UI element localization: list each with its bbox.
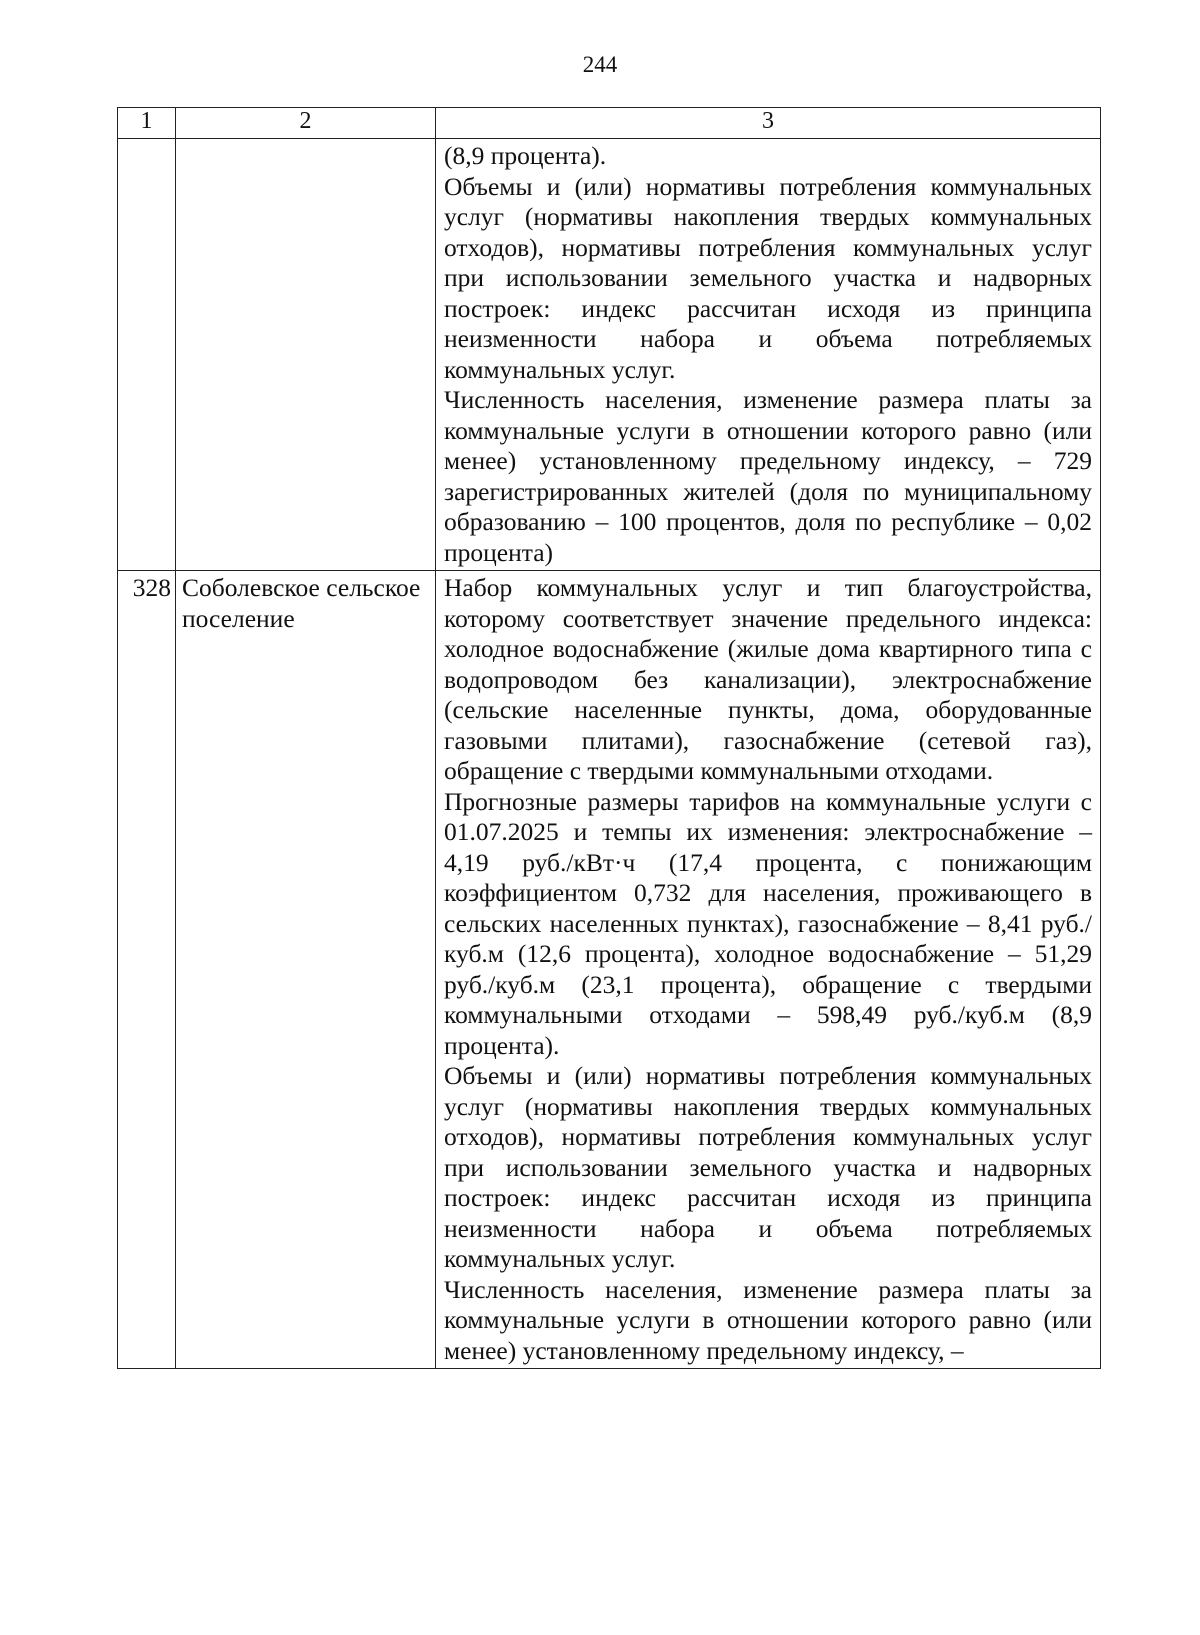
row-text-cell	[436, 139, 1101, 571]
paragraph: Численность населения, изменение размера платы за коммунальные услуги в отношении которого равно (или менее) установленному предельному индексу, – 729 зарегистрированных жителей (доля по муниципальному образованию – 100 процентов, доля по республике – 0,02 процента)	[444, 385, 1092, 567]
row-name-cell	[176, 139, 436, 571]
column-header-2: 2	[176, 108, 436, 139]
paragraph: Объемы и (или) нормативы потребления коммунальных услуг (нормативы накопления твердых коммунальных отходов), нормативы потребления коммунальных услуг при использовании земельного участка и надворных построек: индекс рассчитан исходя из принципа неизменности набора и объема потребляемых коммунальных услуг.	[444, 1061, 1092, 1273]
table-row-continuation	[118, 139, 1101, 571]
column-header-3: 3	[436, 108, 1101, 139]
paragraph: Набор коммунальных услуг и тип благоустройства, которому соответствует значение предельного индекса: холодное водоснабжение (жилые дома квартирного типа с водопроводом без канализации), электроснабжение (сельские населенные пункты, дома, оборудованные газовыми плитами), газоснабжение (сетевой газ), обращение с твердыми коммунальными отходами.	[444, 573, 1092, 785]
paragraph: Прогнозные размеры тарифов на коммунальные услуги с 01.07.2025 и темпы их изменения: электроснабжение – 4,19 руб./кВт·ч (17,4 процента, с понижающим коэффициентом 0,732 для населения, проживающего в сельских населенных пунктах), газоснабжение – 8,41 руб./куб.м (12,6 процента), холодное водоснабжение – 51,29 руб./куб.м (23,1 процента), обращение с твердыми коммунальными отходами – 598,49 руб./куб.м (8,9 процента).	[444, 786, 1092, 1060]
row-number-cell: 328	[118, 571, 176, 1369]
document-table	[117, 107, 1101, 1369]
row-name-cell: Соболевское сельское поселение	[176, 571, 436, 1369]
table-row-328	[118, 571, 1101, 1369]
paragraph: Объемы и (или) нормативы потребления коммунальных услуг (нормативы накопления твердых коммунальных отходов), нормативы потребления коммунальных услуг при использовании земельного участка и надворных построек: индекс рассчитан исходя из принципа неизменности набора и объема потребляемых коммунальных услуг.	[444, 171, 1092, 384]
column-header-1: 1	[118, 108, 176, 139]
paragraph: (8,9 процента).	[444, 141, 607, 170]
row-text-cell	[436, 571, 1101, 1369]
page-number: 244	[582, 52, 618, 77]
paragraph: Численность населения, изменение размера платы за коммунальные услуги в отношении которого равно (или менее) установленному предельному индексу, –	[444, 1274, 1092, 1365]
table-header-row	[118, 108, 1101, 139]
row-number-cell	[118, 139, 176, 571]
